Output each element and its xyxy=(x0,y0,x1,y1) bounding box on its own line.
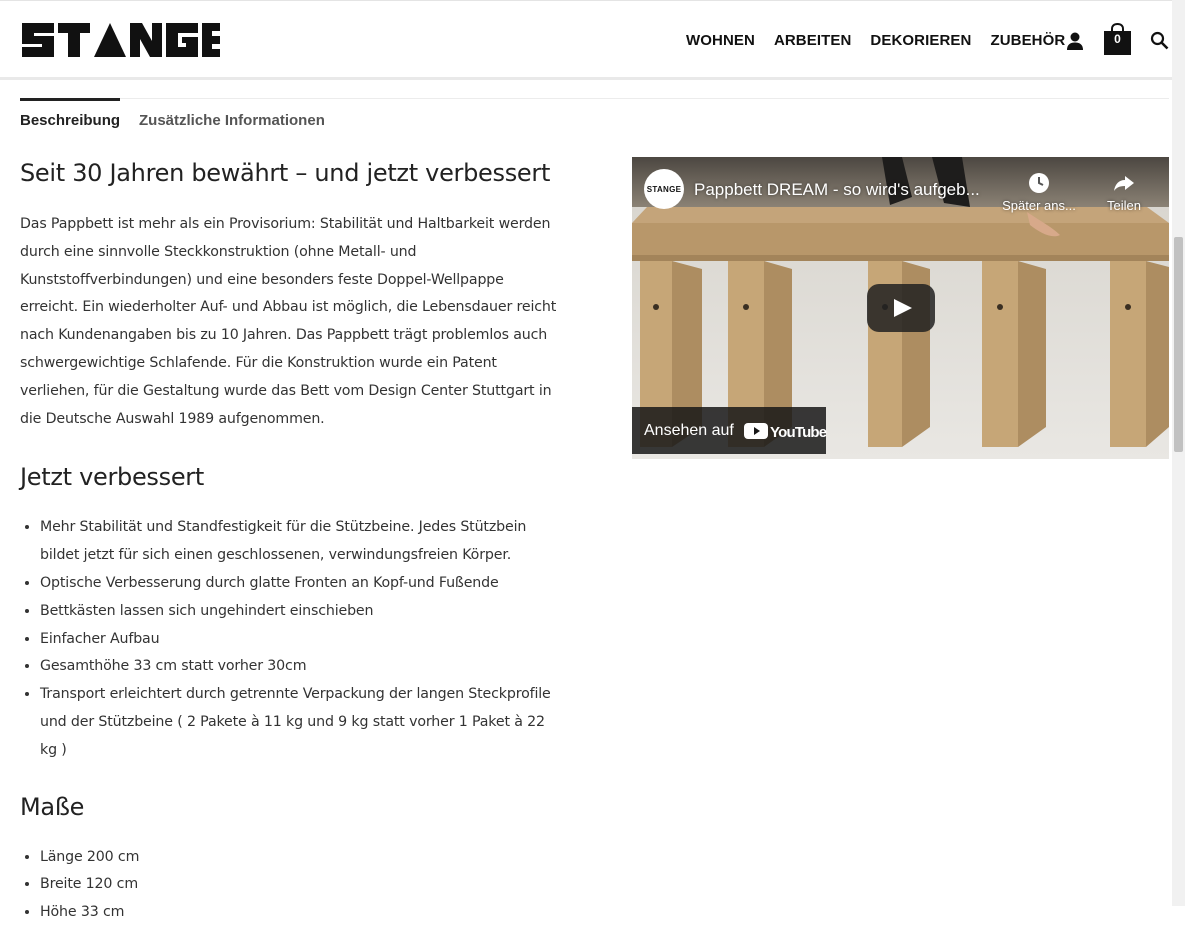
page-scrollbar[interactable] xyxy=(1172,0,1185,906)
nav-item-dekorieren[interactable]: DEKORIEREN xyxy=(870,32,972,49)
paragraph-line: schwergewichtige Schlafende. Für die Konstruktion wurde ein Patent xyxy=(20,354,497,371)
list-item: • Höhe 33 cm xyxy=(40,899,565,927)
improvements-list xyxy=(20,514,565,764)
heading-jetzt-verbessert: Jetzt verbessert xyxy=(20,463,204,492)
list-item xyxy=(40,681,565,764)
watch-later-label: Später ans... xyxy=(1002,198,1076,213)
nav-item-wohnen[interactable]: WOHNEN xyxy=(686,32,755,49)
list-item-line: bildet jetzt für sich einen geschlossenen, verwindungsfreien Körper. xyxy=(40,547,512,564)
paragraph-line: verliehen, für die Gestaltung wurde das Bett vom Design Center Stuttgart in xyxy=(20,382,552,399)
paragraph-line: Kunststoffverbindungen) und eine besonders feste Doppel-Wellpappe xyxy=(20,271,504,288)
cart-count: 0 xyxy=(1114,32,1121,46)
list-item: • Breite 120 cm xyxy=(40,871,565,899)
dimensions-list xyxy=(20,844,565,927)
paragraph-line: die Deutsche Auswahl 1989 aufgenommen. xyxy=(20,410,325,427)
list-item-line: und der Stützbeine ( 2 Pakete à 11 kg und 9 kg statt vorher 1 Paket à 22 kg ) xyxy=(40,713,545,758)
cart-button[interactable] xyxy=(1104,23,1131,55)
account-icon[interactable] xyxy=(1065,31,1085,51)
site-header xyxy=(0,0,1185,80)
youtube-wordmark: YouTube xyxy=(770,424,827,441)
tab-zusaetzliche-informationen[interactable]: Zusätzliche Informationen xyxy=(139,112,325,129)
channel-avatar[interactable]: STANGE xyxy=(644,169,684,209)
description-content xyxy=(20,150,565,927)
paragraph-line: nach Kundenangaben bis zu 10 Jahren. Das Pappbett trägt problemlos auch xyxy=(20,327,548,344)
search-icon[interactable] xyxy=(1150,31,1170,51)
share-label: Teilen xyxy=(1107,198,1141,213)
list-item-line: Mehr Stabilität und Standfestigkeit für die Stützbeine. Jedes Stützbein xyxy=(40,519,527,536)
nav-item-zubehoer[interactable]: ZUBEHÖR xyxy=(990,32,1066,49)
paragraph-line: durch eine sinnvolle Steckkonstruktion (ohne Metall- und xyxy=(20,243,417,260)
clock-icon xyxy=(1027,171,1051,195)
watch-on-youtube-button[interactable] xyxy=(632,407,826,454)
paragraph-line: erreicht. Ein wiederholter Auf- und Abbau ist möglich, die Lebensdauer reicht xyxy=(20,299,557,316)
list-item-line: Transport erleichtert durch getrennte Verpackung der langen Steckprofile xyxy=(40,686,551,703)
description-paragraph xyxy=(20,211,565,433)
heading-bewaehrt: Seit 30 Jahren bewährt – und jetzt verbessert xyxy=(20,159,551,187)
stange-logo[interactable] xyxy=(20,21,220,59)
video-title[interactable]: Pappbett DREAM - so wird's aufgeb... xyxy=(694,180,980,199)
paragraph-line: Das Pappbett ist mehr als ein Provisorium: Stabilität und Haltbarkeit werden xyxy=(20,216,551,232)
youtube-embed[interactable] xyxy=(632,157,1169,459)
list-item: • Bettkästen lassen sich ungehindert einschieben xyxy=(40,598,565,626)
watch-on-label: Ansehen auf xyxy=(644,422,734,439)
play-icon xyxy=(867,284,935,332)
list-item: • Optische Verbesserung durch glatte Fronten an Kopf-und Fußende xyxy=(40,570,565,598)
list-item: • Gesamthöhe 33 cm statt vorher 30cm xyxy=(40,653,565,681)
active-tab-indicator xyxy=(20,98,120,101)
nav-item-arbeiten[interactable]: ARBEITEN xyxy=(773,32,852,49)
watch-later-button[interactable] xyxy=(996,171,1082,213)
tabs-divider xyxy=(20,98,1169,99)
list-item: • Länge 200 cm xyxy=(40,844,565,872)
share-button[interactable] xyxy=(1099,171,1149,213)
main-nav xyxy=(686,32,1084,49)
play-button[interactable] xyxy=(867,284,935,332)
list-item xyxy=(40,514,565,570)
heading-masse: Maße xyxy=(20,792,85,821)
scrollbar-thumb[interactable] xyxy=(1174,237,1183,452)
tab-beschreibung[interactable]: Beschreibung xyxy=(20,112,121,129)
share-icon xyxy=(1112,171,1136,195)
list-item: • Einfacher Aufbau xyxy=(40,626,565,654)
youtube-logo xyxy=(744,422,827,445)
